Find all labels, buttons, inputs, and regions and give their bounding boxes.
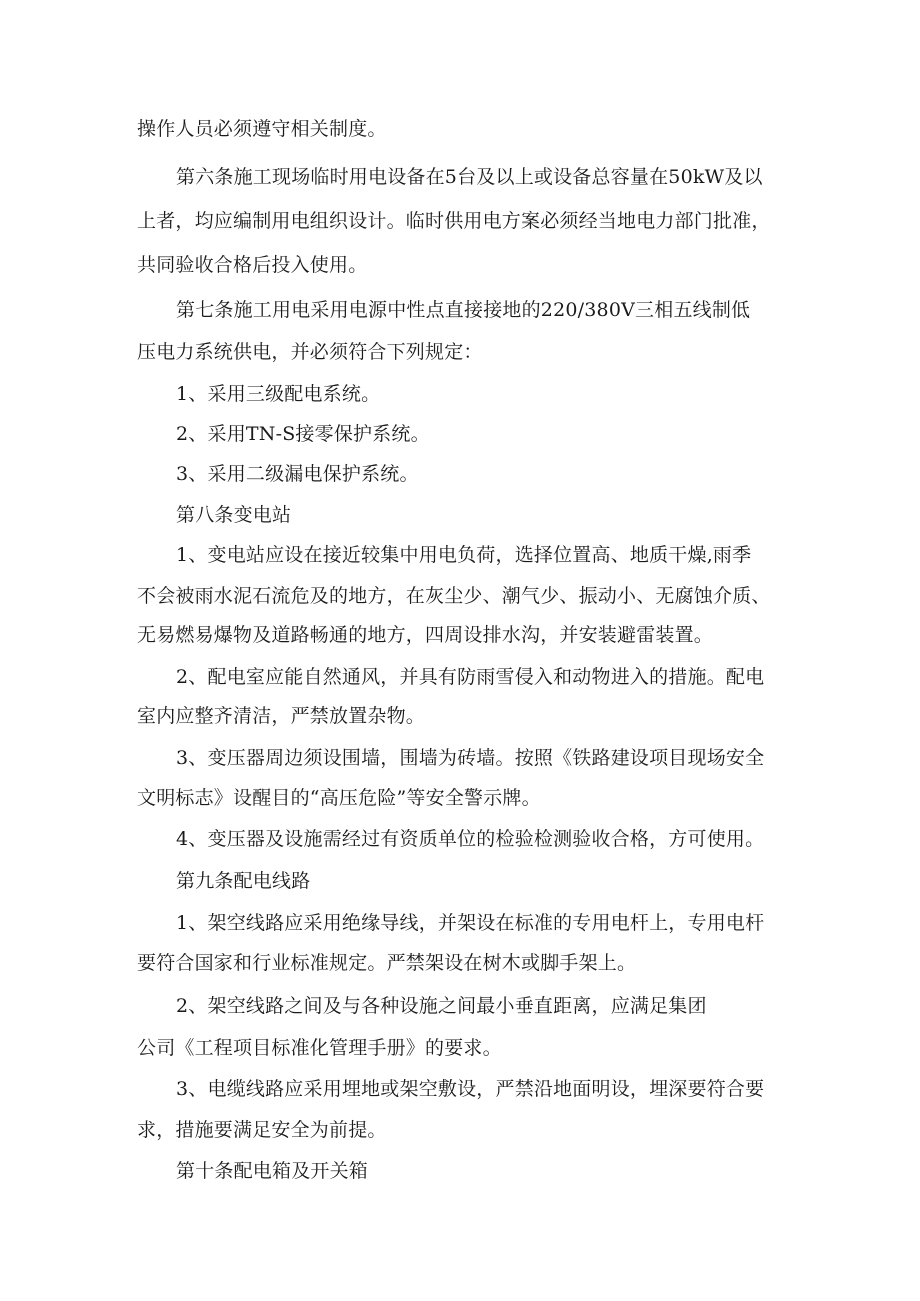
text-line: 第六条施工现场临时用电设备在5台及以上或设备总容量在50kW及以 — [176, 166, 763, 188]
text-line: 文明标志》设醒目的“高压危险”等安全警示牌。 — [137, 787, 541, 809]
text-line: 3、电缆线路应采用埋地或架空敷设，严禁沿地面明设，埋深要符合要 — [176, 1078, 765, 1100]
text-line: 无易燃易爆物及道路畅通的地方，四周设排水沟，并安装避雷装置。 — [137, 624, 714, 646]
text-line: 求，措施要满足安全为前提。 — [137, 1119, 387, 1141]
text-line: 2、采用TN-S接零保护系统。 — [176, 423, 430, 445]
text-line: 2、配电室应能自然通风，并具有防雨雪侵入和动物进入的措施。配电 — [176, 666, 765, 688]
text-line: 2、架空线路之间及与各种设施之间最小垂直距离，应满足集团 — [176, 995, 707, 1017]
text-line: 1、采用三级配电系统。 — [176, 383, 381, 405]
text-line: 上者，均应编制用电组织设计。临时供用电方案必须经当地电力部门批准， — [137, 210, 771, 232]
text-line: 1、架空线路应采用绝缘导线，并架设在标准的专用电杆上，专用电杆 — [176, 912, 765, 934]
section-heading: 第八条变电站 — [176, 504, 292, 526]
section-heading: 第十条配电箱及开关箱 — [176, 1160, 369, 1182]
text-line: 3、变压器周边须设围墙，围墙为砖墙。按照《铁路建设项目现场安全 — [176, 747, 765, 769]
text-line: 室内应整齐清洁，严禁放置杂物。 — [137, 705, 426, 727]
text-line: 不会被雨水泥石流危及的地方，在灰尘少、潮气少、振动小、无腐蚀介质、 — [137, 585, 771, 607]
text-line: 第七条施工用电采用电源中性点直接接地的220/380V三相五线制低 — [176, 299, 751, 321]
text-line: 共同验收合格后投入使用。 — [137, 254, 368, 276]
text-line: 公司《工程项目标准化管理手册》的要求。 — [137, 1037, 502, 1059]
text-line: 要符合国家和行业标准规定。严禁架设在树木或脚手架上。 — [137, 952, 637, 974]
section-heading: 第九条配电线路 — [176, 870, 311, 892]
text-line: 操作人员必须遵守相关制度。 — [137, 118, 387, 140]
text-line: 3、采用二级漏电保护系统。 — [176, 463, 419, 485]
text-line: 4、变压器及设施需经过有资质单位的检验检测验收合格，方可使用。 — [176, 828, 765, 850]
text-line: 压电力系统供电，并必须符合下列规定： — [137, 341, 483, 363]
text-line: 1、变电站应设在接近较集中用电负荷，选择位置高、地质干燥,雨季 — [176, 544, 752, 566]
